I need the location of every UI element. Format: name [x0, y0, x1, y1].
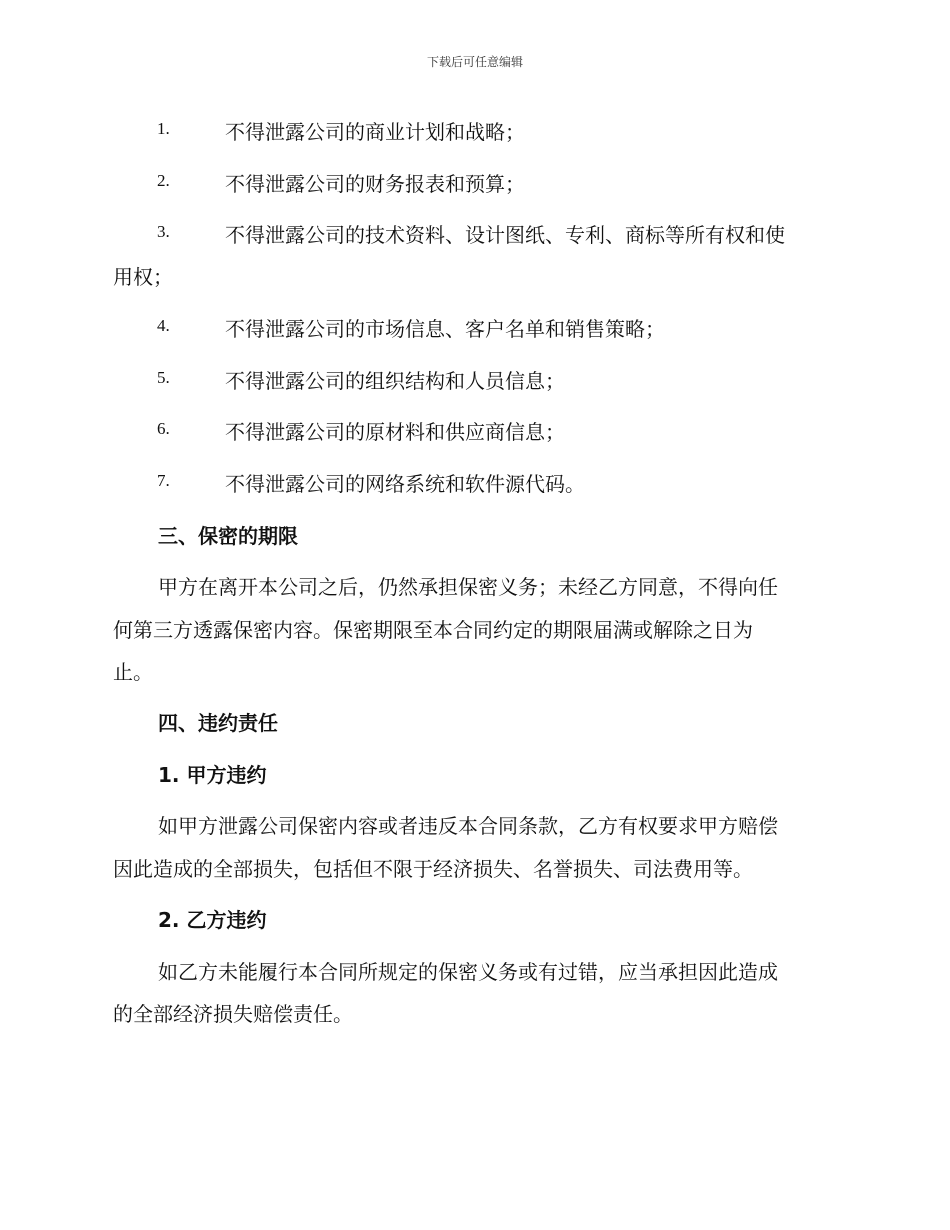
list-number: 1. [157, 119, 170, 138]
paragraph-line: 甲方在离开本公司之后，仍然承担保密义务；未经乙方同意，不得向任 [158, 575, 778, 599]
paragraph-line: 如乙方未能履行本合同所规定的保密义务或有过错，应当承担因此造成 [158, 960, 778, 984]
paragraph-line: 如甲方泄露公司保密内容或者违反本合同条款，乙方有权要求甲方赔偿 [158, 814, 778, 838]
list-text: 不得泄露公司的商业计划和战略； [225, 120, 525, 144]
page-header: 下载后可任意编辑 [426, 55, 523, 69]
list-number: 5. [157, 368, 170, 387]
paragraph-line: 何第三方透露保密内容。保密期限至本合同约定的期限届满或解除之日为 [113, 618, 753, 642]
list-number: 6. [157, 419, 170, 438]
list-text: 不得泄露公司的原材料和供应商信息； [225, 420, 565, 444]
list-text-continuation: 用权； [113, 265, 173, 289]
list-number: 3. [157, 222, 170, 241]
subsection-heading: 1. 甲方违约 [158, 763, 267, 787]
list-text: 不得泄露公司的组织结构和人员信息； [225, 369, 565, 393]
list-number: 4. [157, 316, 170, 335]
list-number: 2. [157, 171, 170, 190]
list-text: 不得泄露公司的市场信息、客户名单和销售策略； [225, 317, 665, 341]
subsection-heading: 2. 乙方违约 [158, 908, 267, 932]
list-text: 不得泄露公司的技术资料、设计图纸、专利、商标等所有权和使 [225, 223, 785, 247]
section-heading: 四、违约责任 [158, 711, 278, 735]
paragraph-line: 因此造成的全部损失，包括但不限于经济损失、名誉损失、司法费用等。 [113, 857, 753, 881]
paragraph-line: 的全部经济损失赔偿责任。 [113, 1002, 353, 1026]
list-text: 不得泄露公司的网络系统和软件源代码。 [225, 472, 585, 496]
list-text: 不得泄露公司的财务报表和预算； [225, 172, 525, 196]
section-heading: 三、保密的期限 [158, 524, 298, 548]
paragraph-line: 止。 [113, 660, 153, 684]
list-number: 7. [157, 471, 170, 490]
